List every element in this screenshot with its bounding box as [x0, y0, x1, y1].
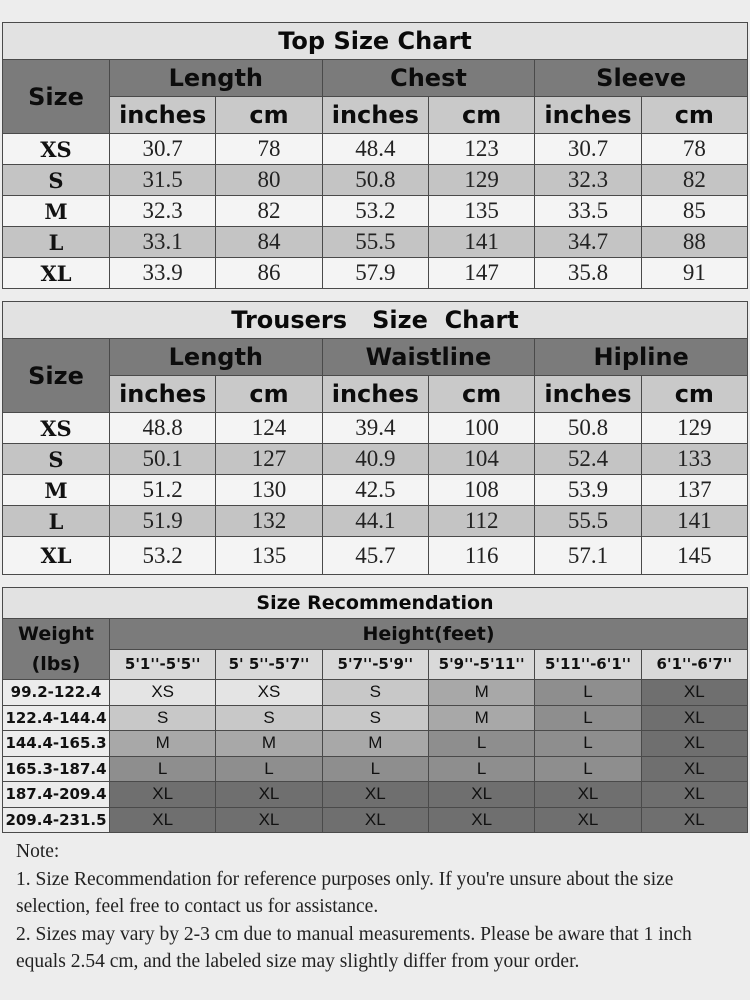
measurement-cell: 130: [216, 475, 322, 506]
recommendation-row: [3, 705, 748, 731]
recommended-size: XL: [110, 807, 216, 833]
measurement-cell: 31.5: [110, 165, 216, 196]
unit-header: inches: [535, 97, 641, 134]
recommended-size: XL: [641, 782, 747, 808]
unit-header: cm: [428, 376, 534, 413]
notes-heading: Note:: [16, 841, 60, 862]
measurement-cell: 135: [428, 196, 534, 227]
measurement-cell: 78: [641, 134, 747, 165]
recommended-size: L: [322, 756, 428, 782]
recommended-size: S: [322, 680, 428, 706]
recommendation-row: [3, 782, 748, 808]
measurement-cell: 39.4: [322, 413, 428, 444]
table-row: [3, 196, 748, 227]
recommended-size: XL: [535, 807, 641, 833]
recommendation-row: [3, 807, 748, 833]
unit-header: cm: [428, 97, 534, 134]
unit-header: inches: [110, 376, 216, 413]
measurement-cell: 86: [216, 258, 322, 289]
size-recommendation-table: [2, 587, 748, 833]
trousers-size-chart: [2, 301, 748, 575]
height-range-header: 5'7''-5'9'': [322, 649, 428, 680]
measurement-cell: 84: [216, 227, 322, 258]
measurement-cell: 53.2: [110, 537, 216, 575]
measurement-cell: 33.9: [110, 258, 216, 289]
measurement-cell: 82: [216, 196, 322, 227]
recommended-size: M: [216, 731, 322, 757]
measurement-cell: 133: [641, 444, 747, 475]
size-label: XL: [3, 537, 110, 575]
recommended-size: XL: [428, 782, 534, 808]
unit-header: cm: [216, 376, 322, 413]
recommended-size: L: [110, 756, 216, 782]
measurement-cell: 124: [216, 413, 322, 444]
recommended-size: S: [322, 705, 428, 731]
recommended-size: XL: [428, 807, 534, 833]
measurement-cell: 55.5: [535, 506, 641, 537]
measurement-cell: 53.2: [322, 196, 428, 227]
size-label: M: [3, 196, 110, 227]
height-range-header: 5'1''-5'5'': [110, 649, 216, 680]
measurement-cell: 129: [428, 165, 534, 196]
measurement-cell: 85: [641, 196, 747, 227]
table-row: [3, 165, 748, 196]
size-header: Size: [3, 339, 110, 413]
height-range-header: 6'1''-6'7'': [641, 649, 747, 680]
recommendation-row: [3, 756, 748, 782]
recommended-size: XL: [641, 756, 747, 782]
size-label: M: [3, 475, 110, 506]
recommended-size: M: [322, 731, 428, 757]
measurement-cell: 32.3: [535, 165, 641, 196]
unit-header: inches: [535, 376, 641, 413]
size-label: L: [3, 227, 110, 258]
table-row: [3, 258, 748, 289]
recommended-size: XL: [535, 782, 641, 808]
measurement-cell: 35.8: [535, 258, 641, 289]
recommended-size: XS: [110, 680, 216, 706]
measurement-cell: 32.3: [110, 196, 216, 227]
size-label: S: [3, 165, 110, 196]
recommended-size: L: [428, 756, 534, 782]
top-chart-title: Top Size Chart: [3, 23, 748, 60]
size-header: Size: [3, 60, 110, 134]
recommendation-row: [3, 731, 748, 757]
measurement-cell: 108: [428, 475, 534, 506]
measurement-cell: 135: [216, 537, 322, 575]
size-label: XS: [3, 413, 110, 444]
measurement-cell: 40.9: [322, 444, 428, 475]
size-label: L: [3, 506, 110, 537]
recommended-size: S: [216, 705, 322, 731]
table-row: [3, 227, 748, 258]
note-item: 1. Size Recommendation for reference purposes only. If you're unsure about the size selection, feel free to contact us for assistance.: [16, 868, 674, 917]
recommended-size: L: [216, 756, 322, 782]
measurement-cell: 91: [641, 258, 747, 289]
table-row: [3, 506, 748, 537]
weight-header-label: Weight (lbs): [18, 623, 94, 675]
recommended-size: M: [428, 705, 534, 731]
size-label: XS: [3, 134, 110, 165]
group-header: Waistline: [322, 339, 535, 376]
recommended-size: XL: [641, 731, 747, 757]
size-label: S: [3, 444, 110, 475]
table-row: [3, 444, 748, 475]
measurement-cell: 127: [216, 444, 322, 475]
recommended-size: XL: [641, 807, 747, 833]
recommended-size: M: [110, 731, 216, 757]
measurement-cell: 52.4: [535, 444, 641, 475]
top-size-chart: [2, 22, 748, 289]
recommended-size: L: [535, 680, 641, 706]
measurement-cell: 50.1: [110, 444, 216, 475]
measurement-cell: 57.9: [322, 258, 428, 289]
recommended-size: XL: [216, 782, 322, 808]
measurement-cell: 33.1: [110, 227, 216, 258]
measurement-cell: 145: [641, 537, 747, 575]
measurement-cell: 42.5: [322, 475, 428, 506]
notes-section: [16, 838, 741, 976]
group-header: Length: [110, 339, 323, 376]
measurement-cell: 51.9: [110, 506, 216, 537]
unit-header: inches: [322, 97, 428, 134]
weight-range: 144.4-165.3: [3, 731, 110, 757]
recommended-size: XL: [216, 807, 322, 833]
recommended-size: XS: [216, 680, 322, 706]
measurement-cell: 57.1: [535, 537, 641, 575]
measurement-cell: 88: [641, 227, 747, 258]
table-row: [3, 413, 748, 444]
weight-range: 165.3-187.4: [3, 756, 110, 782]
recommended-size: L: [535, 731, 641, 757]
recommended-size: XL: [322, 782, 428, 808]
measurement-cell: 80: [216, 165, 322, 196]
measurement-cell: 50.8: [322, 165, 428, 196]
height-range-header: 5'9''-5'11'': [428, 649, 534, 680]
measurement-cell: 112: [428, 506, 534, 537]
table-row: [3, 475, 748, 506]
recommended-size: L: [428, 731, 534, 757]
height-range-header: 5' 5''-5'7'': [216, 649, 322, 680]
measurement-cell: 34.7: [535, 227, 641, 258]
recommendation-row: [3, 680, 748, 706]
measurement-cell: 48.4: [322, 134, 428, 165]
group-header: Hipline: [535, 339, 748, 376]
weight-range: 187.4-209.4: [3, 782, 110, 808]
unit-header: inches: [322, 376, 428, 413]
recommended-size: S: [110, 705, 216, 731]
measurement-cell: 104: [428, 444, 534, 475]
measurement-cell: 137: [641, 475, 747, 506]
weight-range: 99.2-122.4: [3, 680, 110, 706]
group-header: Length: [110, 60, 323, 97]
unit-header: cm: [216, 97, 322, 134]
weight-range: 209.4-231.5: [3, 807, 110, 833]
height-header: Height(feet): [110, 619, 748, 650]
group-header: Chest: [322, 60, 535, 97]
weight-header: [3, 619, 110, 680]
table-row: [3, 537, 748, 575]
table-row: [3, 134, 748, 165]
measurement-cell: 48.8: [110, 413, 216, 444]
measurement-cell: 141: [641, 506, 747, 537]
unit-header: cm: [641, 97, 747, 134]
measurement-cell: 132: [216, 506, 322, 537]
measurement-cell: 78: [216, 134, 322, 165]
measurement-cell: 53.9: [535, 475, 641, 506]
recommended-size: XL: [641, 705, 747, 731]
measurement-cell: 116: [428, 537, 534, 575]
measurement-cell: 30.7: [535, 134, 641, 165]
measurement-cell: 44.1: [322, 506, 428, 537]
measurement-cell: 51.2: [110, 475, 216, 506]
recommendation-title: Size Recommendation: [3, 588, 748, 619]
recommended-size: L: [535, 705, 641, 731]
unit-header: cm: [641, 376, 747, 413]
recommended-size: XL: [322, 807, 428, 833]
measurement-cell: 129: [641, 413, 747, 444]
measurement-cell: 55.5: [322, 227, 428, 258]
measurement-cell: 123: [428, 134, 534, 165]
height-range-header: 5'11''-6'1'': [535, 649, 641, 680]
size-label: XL: [3, 258, 110, 289]
recommended-size: XL: [641, 680, 747, 706]
note-item: 2. Sizes may vary by 2-3 cm due to manual measurements. Please be aware that 1 inch equals 2.54 cm, and the labeled size may slightly differ from your order.: [16, 923, 692, 972]
measurement-cell: 50.8: [535, 413, 641, 444]
group-header: Sleeve: [535, 60, 748, 97]
trousers-chart-title: Trousers Size Chart: [3, 302, 748, 339]
measurement-cell: 30.7: [110, 134, 216, 165]
recommended-size: XL: [110, 782, 216, 808]
recommended-size: L: [535, 756, 641, 782]
measurement-cell: 45.7: [322, 537, 428, 575]
measurement-cell: 147: [428, 258, 534, 289]
measurement-cell: 141: [428, 227, 534, 258]
measurement-cell: 33.5: [535, 196, 641, 227]
measurement-cell: 82: [641, 165, 747, 196]
unit-header: inches: [110, 97, 216, 134]
recommended-size: M: [428, 680, 534, 706]
weight-range: 122.4-144.4: [3, 705, 110, 731]
measurement-cell: 100: [428, 413, 534, 444]
